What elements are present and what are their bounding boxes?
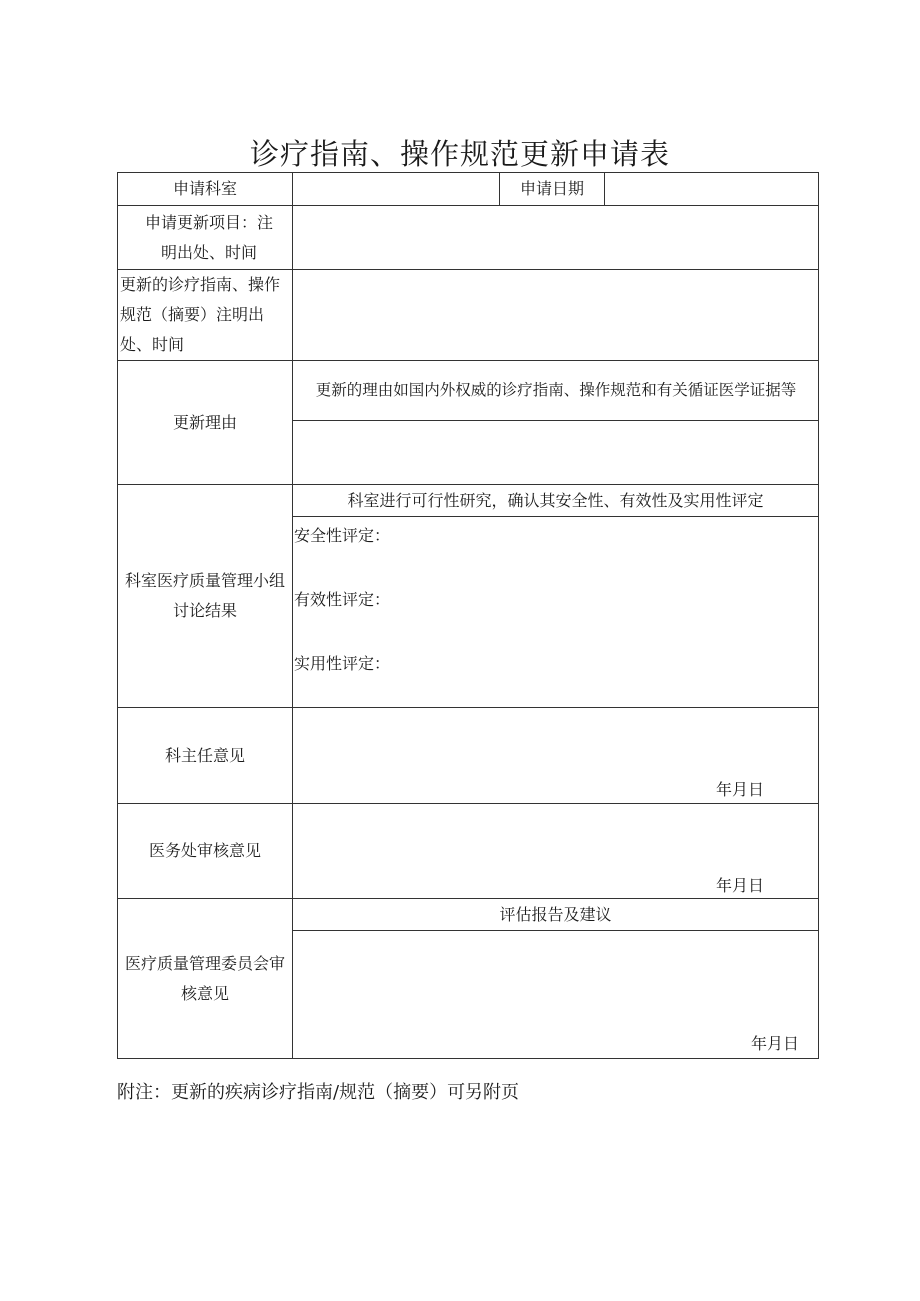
date-label-divider-right [604, 172, 605, 206]
director-opinion-field[interactable] [297, 708, 813, 768]
apply-department-field[interactable] [297, 173, 497, 205]
update-item-label: 申请更新项目：注明出处、时间 [144, 212, 273, 262]
committee-report-heading: 评估报告及建议 [499, 904, 612, 924]
safety-evaluation-field[interactable]: 安全性评定： [294, 526, 391, 545]
director-date: 年月日 [715, 780, 764, 799]
medical-affairs-field[interactable] [297, 804, 813, 864]
committee-report-field[interactable] [297, 932, 813, 1022]
practicality-evaluation-field[interactable]: 实用性评定： [294, 654, 391, 673]
apply-date-label: 申请日期 [519, 179, 584, 198]
update-reason-field[interactable] [297, 421, 813, 484]
update-reason-label: 更新理由 [172, 412, 237, 432]
feasibility-heading: 科室进行可行性研究，确认其安全性、有效性及实用性评定 [347, 490, 764, 510]
medical-affairs-label: 医务处审核意见 [148, 841, 261, 860]
update-item-field[interactable] [297, 206, 813, 269]
application-form [117, 172, 819, 1059]
committee-date: 年月日 [750, 1034, 799, 1053]
effectiveness-evaluation-field[interactable]: 有效性评定： [294, 590, 391, 609]
updated-guideline-field[interactable] [297, 270, 813, 360]
update-reason-hint: 更新的理由如国内外权威的诊疗指南、操作规范和有关循证医学证据等 [315, 381, 797, 399]
apply-date-field[interactable] [609, 173, 814, 205]
committee-inner-divider [292, 930, 819, 931]
committee-label: 医疗质量管理委员会审核意见 [124, 953, 285, 1003]
feasibility-inner-divider [292, 516, 819, 517]
updated-guideline-label: 更新的诊疗指南、操作规范（摘要）注明出处、时间 [120, 275, 281, 354]
dept-quality-group-label: 科室医疗质量管理小组讨论结果 [124, 571, 285, 620]
footnote: 附注：更新的疾病诊疗指南/规范（摘要）可另附页 [117, 1082, 520, 1103]
page-title: 诊疗指南、操作规范更新申请表 [249, 137, 670, 171]
form-border-right [818, 172, 819, 1059]
apply-department-label: 申请科室 [172, 179, 237, 198]
medical-affairs-date: 年月日 [715, 876, 764, 895]
director-opinion-label: 科主任意见 [164, 745, 245, 765]
form-border-bottom [117, 1058, 819, 1059]
